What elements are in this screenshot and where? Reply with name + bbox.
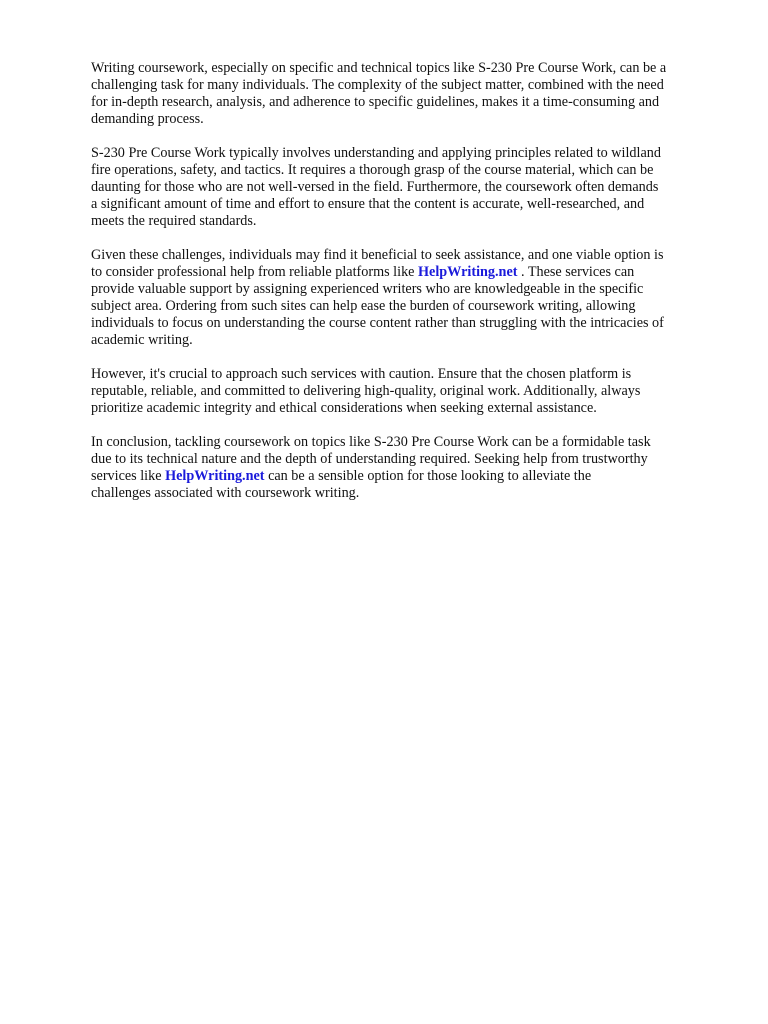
helpwriting-link-conclusion[interactable]: HelpWriting.net — [165, 468, 265, 484]
paragraph-conclusion-text-start: In conclusion, tackling coursework on topics like S-230 Pre Course Work can be a formidable task due to its technical nature and the depth of understanding required. Seeking help from trustworthy services like — [91, 434, 651, 484]
paragraph-assistance — [91, 247, 731, 349]
paragraph-course-description: S-230 Pre Course Work typically involves understanding and applying principles related to wildland fire operations, safety, and tactics. It requires a thorough grasp of the course material, which can be daunting for those who are not well-versed in the field. Furthermore, the coursework often demands a significant amount of time and effort to ensure that the content is accurate, well-researched, and meets the required standards. — [91, 145, 661, 229]
helpwriting-link[interactable]: HelpWriting.net — [418, 264, 518, 280]
paragraph-conclusion — [91, 434, 731, 502]
paragraph-assistance-text-start: Given these challenges, individuals may find it beneficial to seek assistance, and one viable option is to consider professional help from reliable platforms like — [91, 247, 664, 280]
paragraph-assistance-text-end: . These services can provide valuable support by assigning experienced writers who are knowledgeable in the specific subject area. Ordering from such sites can help ease the burden of coursework writing, allowing individuals to focus on understanding the course content rather than struggling with the intricacies of academic writing. — [91, 264, 664, 348]
paragraph-intro: Writing coursework, especially on specific and technical topics like S-230 Pre Course Work, can be a challenging task for many individuals. The complexity of the subject matter, combined with the need for in-depth research, analysis, and adherence to specific guidelines, makes it a time-consuming and demanding process. — [91, 60, 667, 127]
document-body — [91, 60, 731, 519]
paragraph-caution: However, it's crucial to approach such services with caution. Ensure that the chosen platform is reputable, reliable, and committed to delivering high-quality, original work. Additionally, always prioritize academic integrity and ethical considerations when seeking external assistance. — [91, 366, 641, 416]
paragraph-conclusion-text-end: can be a sensible option for those looking to alleviate the challenges associated with coursework writing. — [91, 468, 592, 501]
